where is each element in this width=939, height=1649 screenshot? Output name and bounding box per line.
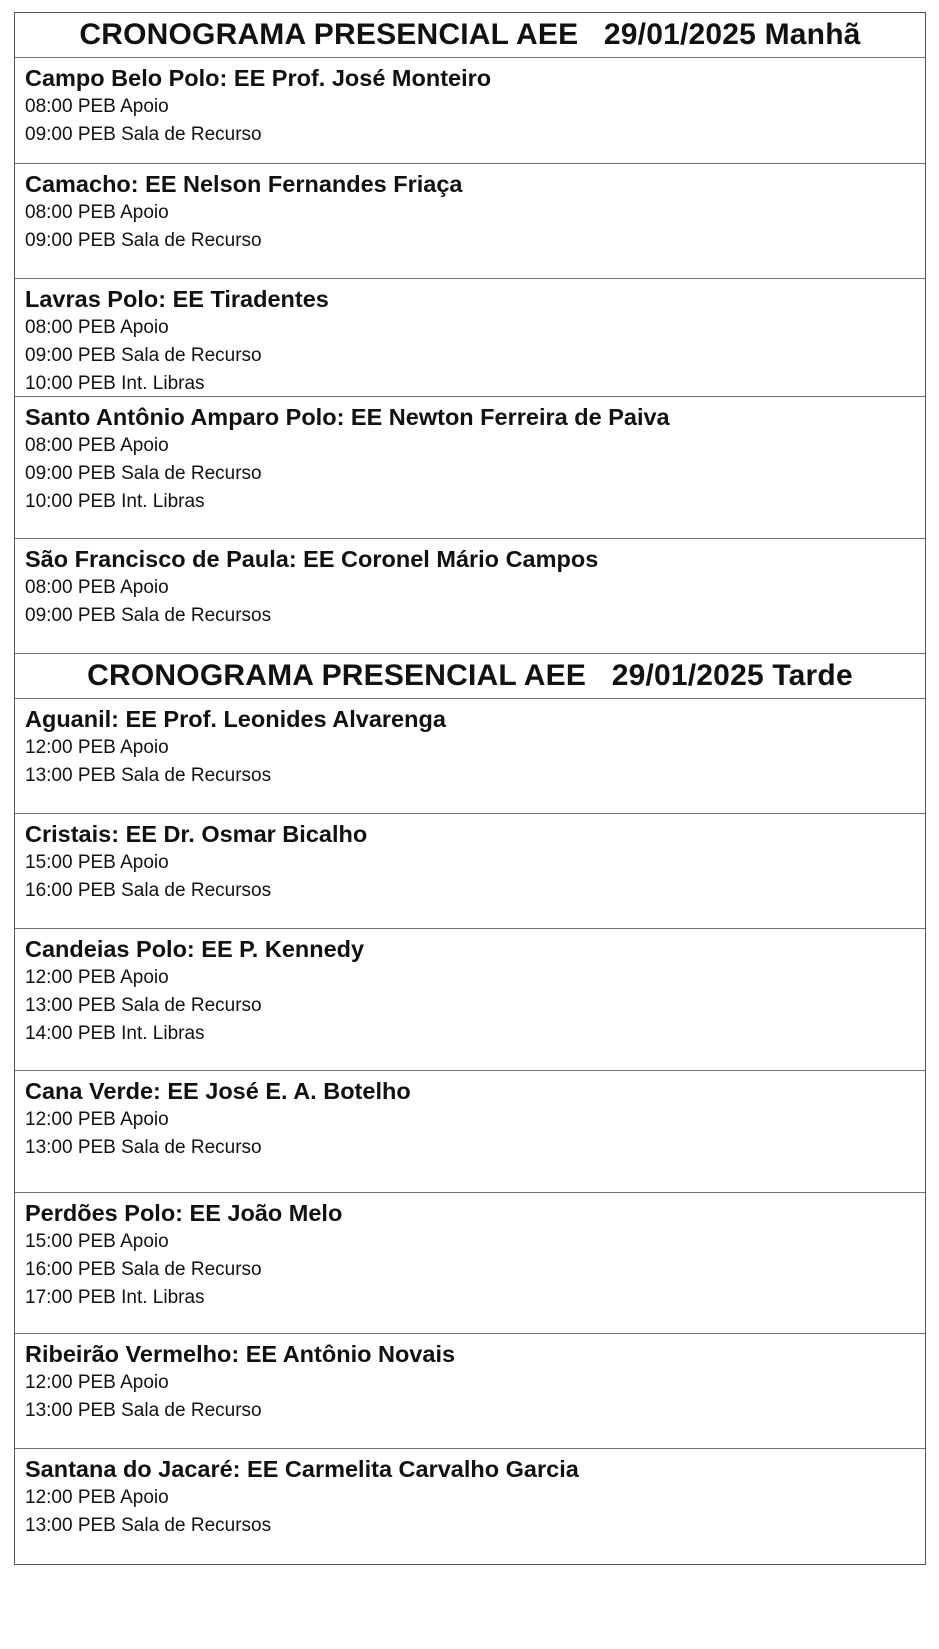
- school-name: Ribeirão Vermelho: EE Antônio Novais: [25, 1341, 456, 1367]
- school-block: [15, 1334, 925, 1449]
- time-slot: 08:00 PEB Apoio: [25, 435, 169, 456]
- time-slot: 12:00 PEB Apoio: [25, 1109, 169, 1130]
- school-name: Camacho: EE Nelson Fernandes Friaça: [25, 171, 463, 197]
- time-slot: 08:00 PEB Apoio: [25, 202, 169, 223]
- school-block: [15, 58, 925, 164]
- time-slot: 12:00 PEB Apoio: [25, 967, 169, 988]
- school-block: [15, 814, 925, 929]
- school-name: Aguanil: EE Prof. Leonides Alvarenga: [25, 706, 446, 732]
- school-name: Candeias Polo: EE P. Kennedy: [25, 936, 365, 962]
- time-slot: 12:00 PEB Apoio: [25, 737, 169, 758]
- time-slot: 08:00 PEB Apoio: [25, 577, 169, 598]
- school-name: Campo Belo Polo: EE Prof. José Monteiro: [25, 65, 492, 91]
- school-block: [15, 1449, 925, 1564]
- time-slot: 13:00 PEB Sala de Recursos: [25, 1515, 272, 1536]
- school-block: [15, 1071, 925, 1193]
- time-slot: 12:00 PEB Apoio: [25, 1487, 169, 1508]
- time-slot: 10:00 PEB Int. Libras: [25, 373, 205, 394]
- time-slot: 08:00 PEB Apoio: [25, 96, 169, 117]
- time-slot: 16:00 PEB Sala de Recursos: [25, 880, 272, 901]
- school-block: [15, 279, 925, 397]
- schedule-document: [14, 12, 926, 1565]
- time-slot: 09:00 PEB Sala de Recurso: [25, 463, 262, 484]
- time-slot: 08:00 PEB Apoio: [25, 317, 169, 338]
- time-slot: 10:00 PEB Int. Libras: [25, 491, 205, 512]
- school-name: Cristais: EE Dr. Osmar Bicalho: [25, 821, 368, 847]
- school-name: Lavras Polo: EE Tiradentes: [25, 286, 329, 312]
- time-slot: 15:00 PEB Apoio: [25, 1231, 169, 1252]
- school-block: [15, 929, 925, 1071]
- time-slot: 09:00 PEB Sala de Recurso: [25, 345, 262, 366]
- school-name: Santo Antônio Amparo Polo: EE Newton Ferreira de Paiva: [25, 404, 670, 430]
- time-slot: 16:00 PEB Sala de Recurso: [25, 1259, 262, 1280]
- time-slot: 13:00 PEB Sala de Recurso: [25, 1137, 262, 1158]
- time-slot: 15:00 PEB Apoio: [25, 852, 169, 873]
- school-name: Cana Verde: EE José E. A. Botelho: [25, 1078, 411, 1104]
- time-slot: 17:00 PEB Int. Libras: [25, 1287, 205, 1308]
- school-block: [15, 539, 925, 654]
- time-slot: 13:00 PEB Sala de Recursos: [25, 765, 272, 786]
- school-block: [15, 397, 925, 539]
- section-title-afternoon: CRONOGRAMA PRESENCIAL AEE 29/01/2025 Tarde: [15, 654, 925, 699]
- time-slot: 09:00 PEB Sala de Recurso: [25, 124, 262, 145]
- time-slot: 13:00 PEB Sala de Recurso: [25, 995, 262, 1016]
- time-slot: 13:00 PEB Sala de Recurso: [25, 1400, 262, 1421]
- school-name: São Francisco de Paula: EE Coronel Mário Campos: [25, 546, 599, 572]
- time-slot: 09:00 PEB Sala de Recursos: [25, 605, 272, 626]
- school-block: [15, 164, 925, 279]
- school-name: Santana do Jacaré: EE Carmelita Carvalho Garcia: [25, 1456, 579, 1482]
- time-slot: 09:00 PEB Sala de Recurso: [25, 230, 262, 251]
- time-slot: 14:00 PEB Int. Libras: [25, 1023, 205, 1044]
- section-title-morning: CRONOGRAMA PRESENCIAL AEE 29/01/2025 Manhã: [15, 13, 925, 58]
- school-block: [15, 1193, 925, 1334]
- time-slot: 12:00 PEB Apoio: [25, 1372, 169, 1393]
- school-block: [15, 699, 925, 814]
- school-name: Perdões Polo: EE João Melo: [25, 1200, 343, 1226]
